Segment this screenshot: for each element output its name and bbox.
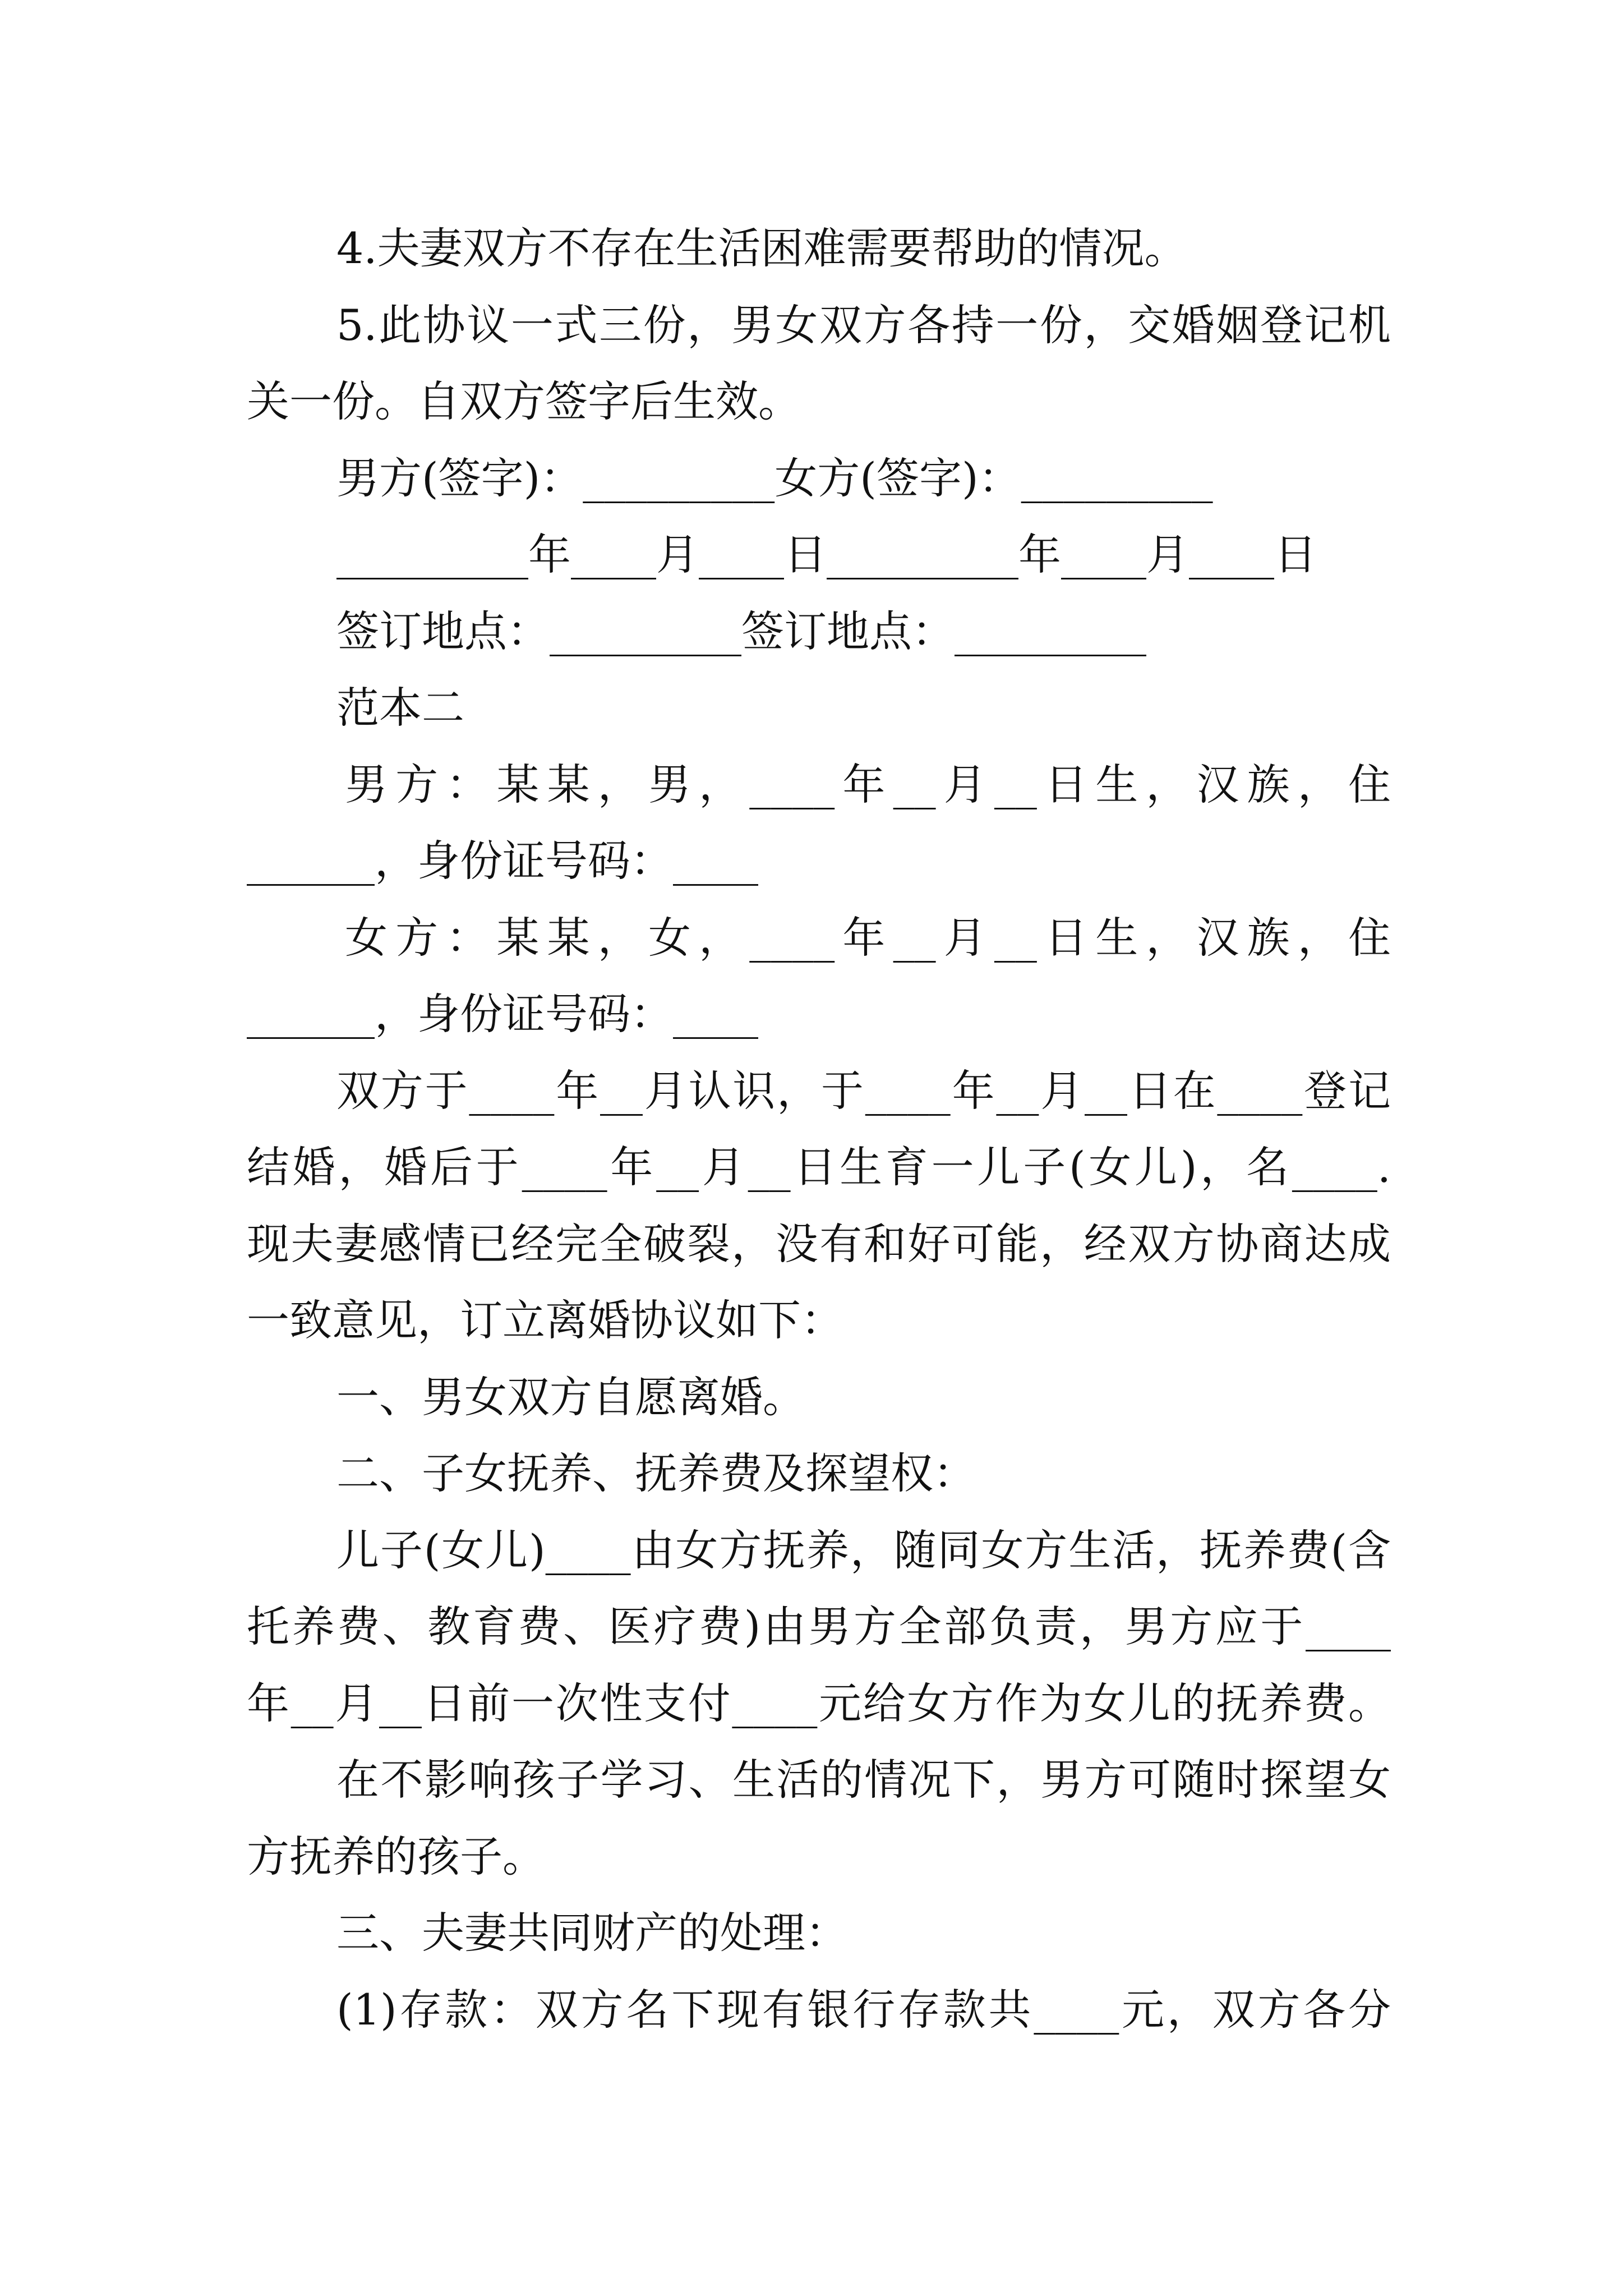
section-heading-template-2: 范本二 (336, 683, 464, 733)
clause-three-heading: 三、夫妻共同财产的处理： (336, 1908, 848, 1958)
custody-line-3: 年__月__日前一次性支付____元给女方作为女儿的抚养费。 (247, 1678, 1391, 1728)
clause-5-line-1: 5.此协议一式三份，男女双方各持一份，交婚姻登记机 (336, 300, 1391, 350)
man-info-line-1: 男方：某某，男，____年__月__日生，汉族，住 (345, 759, 1391, 809)
custody-line-1: 儿子(女儿)____由女方抚养，随同女方生活，抚养费(含 (336, 1525, 1391, 1575)
man-info-line-2: ______，身份证号码：____ (247, 836, 758, 886)
clause-5-line-2: 关一份。自双方签字后生效。 (247, 376, 801, 426)
visitation-line-1: 在不影响孩子学习、生活的情况下，男方可随时探望女 (336, 1755, 1391, 1805)
visitation-line-2: 方抚养的孩子。 (247, 1831, 545, 1881)
clause-two-heading: 二、子女抚养、抚养费及探望权： (336, 1448, 976, 1498)
woman-info-line-1: 女方：某某，女，____年__月__日生，汉族，住 (345, 912, 1391, 963)
paragraph-marriage-line-3: 现夫妻感情已经完全破裂，没有和好可能，经双方协商达成 (247, 1218, 1391, 1269)
clause-4: 4.夫妻双方不存在生活困难需要帮助的情况。 (336, 223, 1187, 273)
signature-line: 男方(签字)：_________女方(签字)：_________ (336, 453, 1213, 503)
paragraph-marriage-line-1: 双方于____年__月认识，于____年__月__日在____登记 (336, 1065, 1391, 1116)
date-line: _________年____月____日_________年____月____日 (336, 530, 1317, 579)
clause-one: 一、男女双方自愿离婚。 (336, 1372, 805, 1422)
document-body (247, 210, 1391, 2048)
paragraph-marriage-line-2: 结婚，婚后于____年__月__日生育一儿子(女儿)，名____. (247, 1142, 1391, 1192)
paragraph-marriage-line-4: 一致意见，订立离婚协议如下： (247, 1295, 843, 1345)
woman-info-line-2: ______，身份证号码：____ (247, 989, 758, 1039)
custody-line-2: 托养费、教育费、医疗费)由男方全部负责，男方应于____ (247, 1602, 1391, 1651)
signing-place-line: 签订地点：_________签订地点：_________ (336, 606, 1146, 656)
savings-line: (1)存款：双方名下现有银行存款共____元，双方各分 (336, 1984, 1391, 2035)
